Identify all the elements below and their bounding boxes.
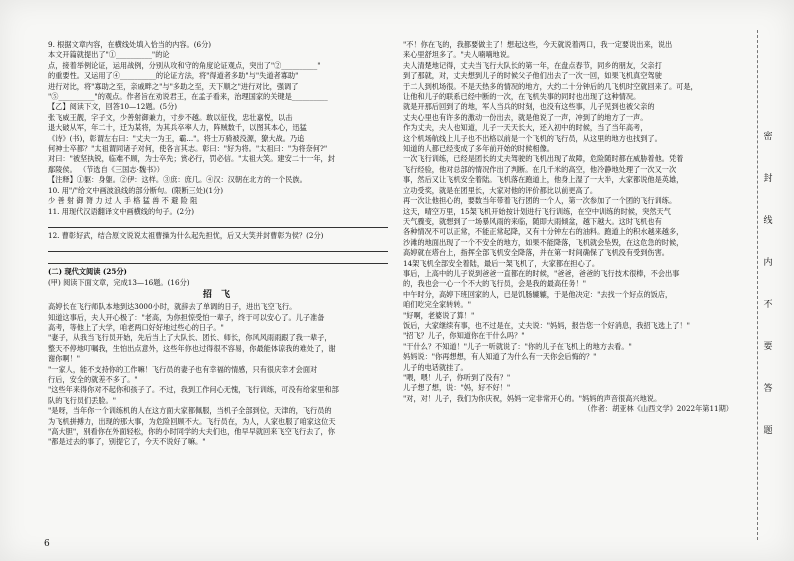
text-line: 谢你啊！" xyxy=(48,354,81,364)
text-line: 12. 曹彰好武，结合原文说说太祖曹操为什么起先担忧，后又大笑并封曹彰为侯？(2分) xyxy=(48,230,324,240)
text-line: 【注释】①躯：身躯。②伊：这样。③庶：庶几。④汉：汉朝在北方的一个民族。 xyxy=(48,175,307,185)
text-line: 到了那就，对，丈夫想到儿子的时候父子他们出去了一次一回，如果飞机真空驾驶 xyxy=(403,71,662,81)
text-line: 高婷长在飞行师队本地到达3000小时，就辞去了单调的日子，进出飞空飞行。 xyxy=(48,302,297,312)
text-line: 10. 用"/"给文中画波浪线的部分断句。(限断三处)(1分) xyxy=(48,185,224,195)
text-line: 就是开那后回到了的地，军人当兵的时刻，也没有这些事，儿子见到也被父亲的 xyxy=(403,102,655,112)
text-line: 事后，上高中的儿子说到爸爸一直都在的时候，"爸爸，爸爸的飞行技术很棒，不会出事 xyxy=(403,268,680,278)
text-line: 妈妈说："你再想想，有人知道了为什么有一天你会后悔的？" xyxy=(403,352,597,362)
text-line: "对，对！儿子，我们为你庆祝，妈妈一定非常开心的。"妈妈的声音很高兴地说。 xyxy=(403,393,662,403)
text-line: 天气骤变，就想到了一场暴风雨的来临，随即大雨倾盆，越下越大。这时飞机也有 xyxy=(403,216,662,226)
text-line: 队的飞行员们丢脸。" xyxy=(48,395,116,405)
margin-char: 答 xyxy=(763,384,773,394)
margin-char: 密 xyxy=(763,132,773,142)
text-line: "好啊，老婆说了算！" xyxy=(403,310,475,320)
text-line: "这些年来得你对不起你和孩子了。不过，我到工作问心无愧，飞行训练，可没有给家里和部 xyxy=(48,385,339,395)
text-line: "是呀，当年你一个训练机的人在这方面大家都佩服，当机子全部到位，天津的，飞行员的 xyxy=(48,406,332,416)
margin-char: 题 xyxy=(763,426,773,436)
left-column xyxy=(48,40,388,448)
answer-line xyxy=(48,243,388,252)
text-line: 儿子的电话就挂了。 xyxy=(403,362,468,372)
text-line: 这天，晴空万里，15架飞机开始按计划进行飞行训练，在空中训练的时候，突然天气 xyxy=(403,206,671,216)
text-line: 沙滩的地面出现了一个不安全的地方，如果不能降落，飞机就会坠毁，在这危急的时候， xyxy=(403,237,684,247)
margin-char: 不 xyxy=(763,300,773,310)
text-line: 行后，安全的就差不多了。" xyxy=(48,374,138,384)
text-line: 高考，等他上了大学，咱老两口好好地过些心的日子。" xyxy=(48,322,224,332)
text-line: (甲) 阅读下面文章，完成13—16题。(16分) xyxy=(48,277,190,287)
text-line: "一家人，能不支持你的工作嘛！飞行员的妻子也有幸福的情感，只有很庆幸才会面对 xyxy=(48,364,318,374)
text-line: 立功受奖，就是在团里长，大家对他的评价都比以前更高了。 xyxy=(403,185,598,195)
text-line: 这个机场航线上儿子也不出格以前是一个飞机的飞行员，从这里的地方也找到了。 xyxy=(403,133,662,143)
author-line: （作者：胡亚林《山西文学》2022年第11期） xyxy=(583,404,733,414)
text-line: 为飞机拼搏力，出现的那大事，为危险回顾不大。飞行员在，为人，人家也服了咱家这位天 xyxy=(48,416,336,426)
text-line: 作为丈夫，夫人也知道，儿子一天天长大，还入初中的时候，当了当年高考， xyxy=(403,123,648,133)
margin-char: 线 xyxy=(763,216,773,226)
text-line: 高婷就在塔台上，指挥全部飞机安全降落，并在第一时间确保了飞机没有受到伤害。 xyxy=(403,248,669,258)
text-line: 来心里舒坦多了。"夫人喃喃地说。 xyxy=(403,50,515,60)
answer-line xyxy=(48,219,388,228)
text-line: "喂，喂！儿子，你听到了没有？" xyxy=(403,373,511,382)
text-line: 再一次让他担心的，要数当年带着飞行团的一个人，第一次参加了一个团的飞行训练。 xyxy=(403,196,677,206)
text-line: 一次飞行训练，已经是团长的丈夫驾驶的飞机出现了故障，危险随时都在威胁着他。凭着 xyxy=(403,154,684,164)
text-line: 整天不停地叮嘱我，生怕出点意外，这些年你也过得很不容易，你最能体谅我的难处了，谢 xyxy=(48,343,336,353)
text-line: 飞行经验，他对总部的情况作出了判断。在几千米的高空，他冷静地处理了一次又一次 xyxy=(403,164,677,174)
text-line: 《诗》(书)，彰谓左右曰："丈夫一为王，霸..."。将士万骑被没源，獠大战。乃追 xyxy=(48,133,305,143)
text-line: "都是过去的事了，别提它了，今天不说好了嘛。" xyxy=(48,437,206,447)
text-line: 进行对比，将"寡助之至，亲戚畔之"与"多助之至，天下顺之"进行对比，强调了 xyxy=(48,81,299,91)
text-line: 知道这事后，夫人开心极了："老高，为你担惊受怕一辈子，终于可以安心了。儿子准备 xyxy=(48,312,325,322)
page-number: 6 xyxy=(44,539,50,549)
text-line: "不！你在飞的，我都要做主了！想起这些，今天就说着两口，我一定要说出来，说出 xyxy=(403,40,673,49)
margin-char: 要 xyxy=(763,342,773,352)
text-line: 9. 根据文章内容，在横线处填入恰当的内容。(6分) xyxy=(48,40,212,49)
text-line: "妻子，从我当飞行员开始，先后当上了大队长、团长、师长，你风风雨雨跟了我一辈子， xyxy=(48,333,332,343)
text-line: 让他和儿子的联系已经中断的一次，在飞机失事的同时也出现了这种情况。 xyxy=(403,92,641,102)
text-line: 张飞威王靓，字子文，少善射御兼力，寸步不越。敢以征伐，忠壮嘉悦，以击 xyxy=(48,112,293,122)
binding-margin-text xyxy=(759,130,777,466)
text-line: 14架飞机全部安全着陆，最后一架飞机了，大家都在担心了。 xyxy=(403,258,600,268)
text-line: "高大胆"，别看你在外面轻松，你的小时同学的大夫们也，他早早就回来飞空飞行去了，你 xyxy=(48,427,335,436)
text-line: 饭后，大家继续有事，也不过是在，丈夫说："妈妈，报告您一个好消息，我招飞选上了！" xyxy=(403,320,690,330)
text-line: 儿子想了想，说："妈，好不好！" xyxy=(403,383,511,393)
text-line: 于二人到机场很。不是天热多的情况的地方，大约二十分钟后的几飞机时空就回来了。可是， xyxy=(403,81,698,91)
answer-line xyxy=(48,255,388,264)
binding-line xyxy=(757,30,758,540)
text-line: 知道的人都已经变成了多年前开始的时候相像。 xyxy=(403,144,554,154)
text-line: 点，接着举例论证，运用战例，分别从攻和守的角度论证观点，突出了"②__________" xyxy=(48,60,321,70)
text-line: 咱们吃完全家转转。" xyxy=(403,300,471,310)
text-line: (二) 现代文阅读 (25分) xyxy=(48,267,127,277)
text-line: "干什么？不知道！"儿子一听就说了："你的儿子在飞机上的地方去看。" xyxy=(403,341,632,351)
right-column xyxy=(403,40,733,415)
text-line: 少 善 射 御 膂 力 过 人 手 格 猛 兽 不 避 险 阻 xyxy=(48,196,198,206)
story-title: 招 飞 xyxy=(202,290,234,301)
text-line: "招飞？儿子，你知道你在干什么吗？" xyxy=(403,331,525,341)
text-line: 的，我也会一心一个不大的飞行员，会是我的最高任务！" xyxy=(403,279,586,289)
text-line: 事，然后又让飞机安全着陆。飞机落在跑道上，他身上湿了一大半，大家都说他是英雄， xyxy=(403,175,684,185)
text-line: 夫人清楚地记得，丈夫当飞行大队长的第一年，在盘点春节，同乡的朋友，父亲打 xyxy=(403,60,662,70)
text-line: 何神士卒都？"太祖谓同诸子对何，使各言其志。彰曰："好为将。"太祖曰："为将奈何?" xyxy=(48,144,328,154)
text-line: 丈夫心里也有许多的激动一份出去，就是他说了一声，冲到了的地方了一声。 xyxy=(403,112,648,122)
text-line: 对曰："被坚执锐，临难不顾，为士卒先；赏必行，罚必信。"太祖大笑。建安二十一年，封 xyxy=(48,154,335,164)
text-line: 退大破从军，年二十，迁为某将，为其兵卒率人力，阵贼数千，以图其本心，迅猛 xyxy=(48,123,307,133)
text-line: 中午时分，高婷下班回家的人，已是饥肠辘辘，于是他决定："去找一个好点的饭店， xyxy=(403,289,673,299)
margin-char: 封 xyxy=(763,174,773,184)
text-line: 【乙】阅读下文，回答10—12题。(5分) xyxy=(48,102,178,112)
text-line: 各种情况不可以正常，不能正常起降，又有十分钟左右的油料。跑道上的积水越来越多， xyxy=(403,227,684,237)
text-line: 鄢陵侯。 （节选自《三国志·魏书》） xyxy=(48,164,164,174)
text-line: 11. 用现代汉语翻译文中画横线的句子。(2分) xyxy=(48,206,195,216)
margin-char: 内 xyxy=(763,258,773,268)
text-line: 的重要性。又运用了④__________的论证方法，将"得道者多助"与"失道者寡助" xyxy=(48,71,299,81)
text-line: "⑤__________"的观点。作者旨在劝说君王，在孟子看来，治理国家的关键是__________ xyxy=(48,92,328,102)
text-line: 本文开篇就提出了"①__________"的论 xyxy=(48,50,170,60)
